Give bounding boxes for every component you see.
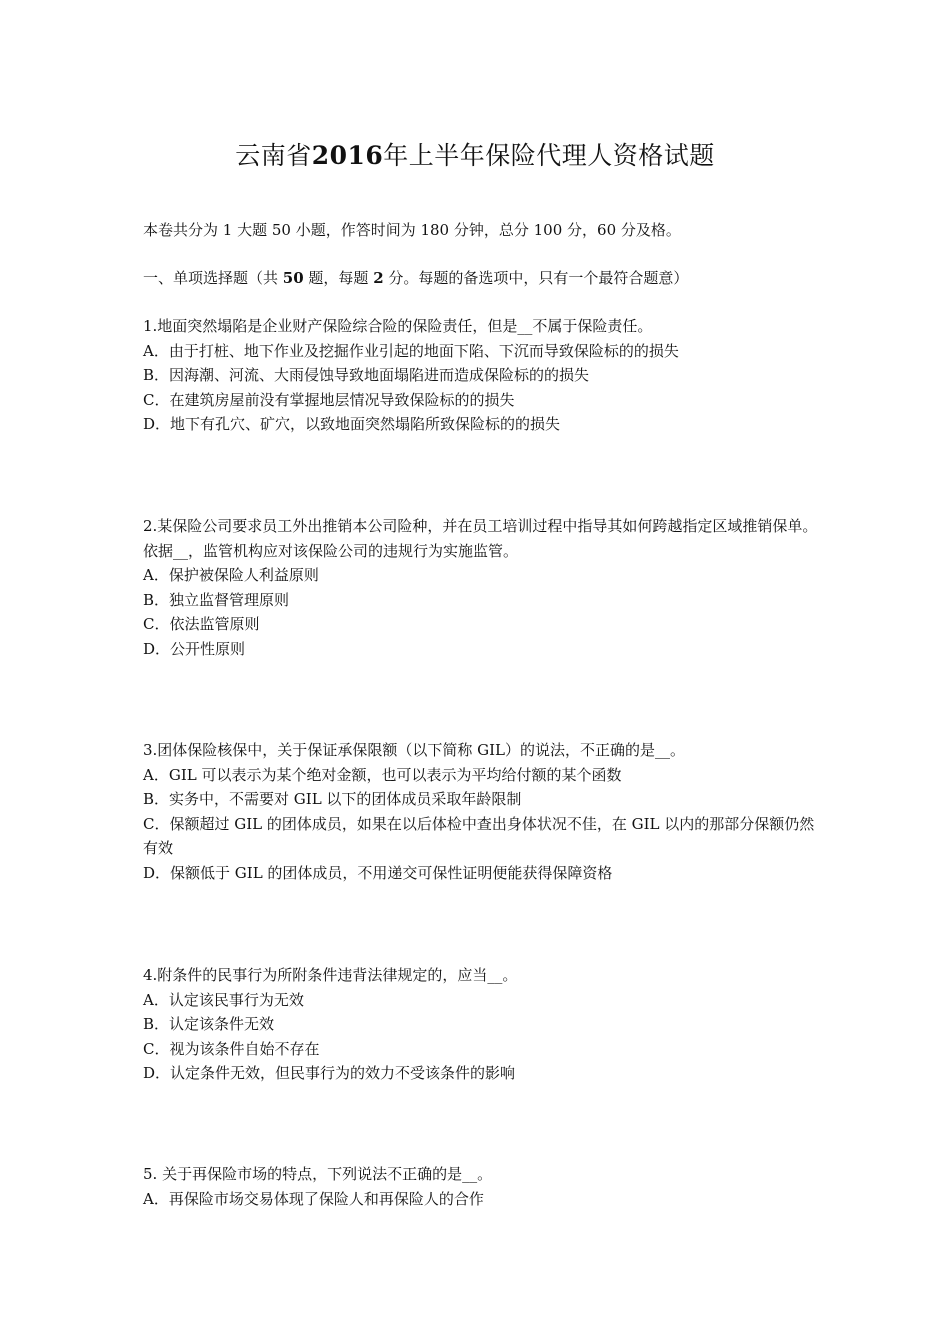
exam-intro: 本卷共分为 1 大题 50 小题，作答时间为 180 分钟，总分 100 分，60 分及格。 xyxy=(143,221,681,239)
option-d: D．地下有孔穴、矿穴，以致地面突然塌陷所致保险标的的损失 xyxy=(143,415,561,433)
question-2 xyxy=(143,514,823,661)
option-b: B．实务中，不需要对 GIL 以下的团体成员采取年龄限制 xyxy=(143,790,522,808)
question-3 xyxy=(143,738,823,885)
page-title xyxy=(0,136,950,172)
option-a: A．认定该民事行为无效 xyxy=(143,990,304,1009)
section-heading-part: 题，每题 xyxy=(303,269,374,287)
section-heading xyxy=(143,266,823,290)
option-c: C．在建筑房屋前没有掌握地层情况导致保险标的的损失 xyxy=(143,390,515,409)
question-5 xyxy=(143,1162,823,1211)
option-c: C．保额超过 GIL 的团体成员，如果在以后体检中查出身体状况不佳，在 GIL 以内的那部分保额仍然有效 xyxy=(143,814,815,857)
option-a: A．保护被保险人利益原则 xyxy=(143,566,319,584)
title-suffix: 年上半年保险代理人资格试题 xyxy=(383,141,715,170)
question-4 xyxy=(143,963,823,1086)
option-d: D．认定条件无效，但民事行为的效力不受该条件的影响 xyxy=(143,1064,516,1082)
section-points: 2 xyxy=(373,269,384,287)
section-heading-part: 分。每题的备选项中，只有一个最符合题意） xyxy=(383,269,689,287)
option-a: A．GIL 可以表示为某个绝对金额，也可以表示为平均给付额的某个函数 xyxy=(143,765,622,784)
title-year: 2016 xyxy=(311,141,384,170)
option-a: A．再保险市场交易体现了保险人和再保险人的合作 xyxy=(143,1189,484,1208)
question-stem: 5. 关于再保险市场的特点，下列说法不正确的是__。 xyxy=(143,1165,493,1183)
option-b: B．认定该条件无效 xyxy=(143,1015,275,1033)
question-stem: 4.附条件的民事行为所附条件违背法律规定的，应当__。 xyxy=(143,966,518,984)
option-a: A．由于打桩、地下作业及挖掘作业引起的地面下陷、下沉而导致保险标的的损失 xyxy=(143,341,679,360)
question-1 xyxy=(143,314,823,437)
option-b: B．独立监督管理原则 xyxy=(143,590,290,609)
option-c: C．视为该条件自始不存在 xyxy=(143,1039,320,1058)
option-d: D．保额低于 GIL 的团体成员，不用递交可保性证明便能获得保障资格 xyxy=(143,863,613,882)
section-question-count: 50 xyxy=(282,269,304,287)
title-prefix: 云南省 xyxy=(235,141,312,170)
question-stem: 3.团体保险核保中，关于保证承保限额（以下简称 GIL）的说法，不正确的是__。 xyxy=(143,741,685,759)
option-d: D．公开性原则 xyxy=(143,639,246,658)
section-heading-part: 一、单项选择题（共 xyxy=(143,269,283,287)
question-stem: 2.某保险公司要求员工外出推销本公司险种，并在员工培训过程中指导其如何跨越指定区域推销保单。依据__，监管机构应对该保险公司的违规行为实施监管。 xyxy=(143,517,818,560)
question-stem: 1.地面突然塌陷是企业财产保险综合险的保险责任，但是__不属于保险责任。 xyxy=(143,317,653,335)
option-c: C．依法监管原则 xyxy=(143,615,260,633)
option-b: B．因海潮、河流、大雨侵蚀导致地面塌陷进而造成保险标的的损失 xyxy=(143,366,590,384)
